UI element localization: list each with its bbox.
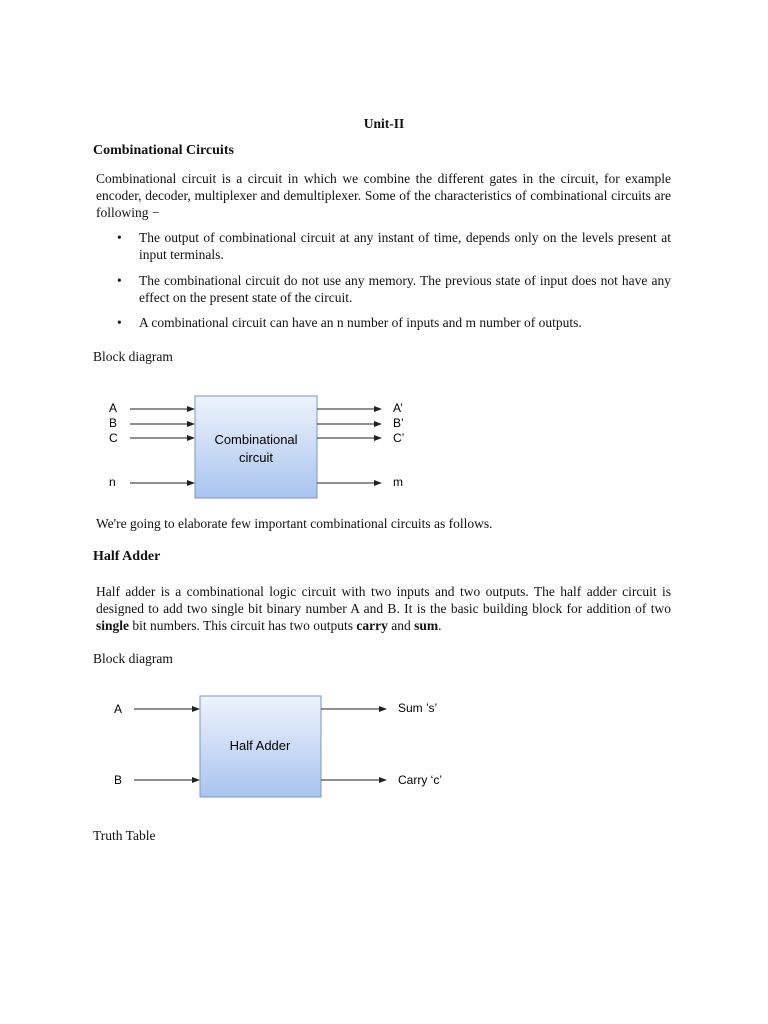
ha-input-label-a: A (114, 702, 123, 716)
para-bold-carry: carry (356, 618, 388, 633)
half-adder-paragraph (96, 583, 671, 634)
bullet-item-3: A combinational circuit can have an n number of inputs and m number of outputs. (139, 315, 582, 330)
output-label-a: A’ (393, 401, 403, 415)
para-text: bit numbers. This circuit has two outputs (129, 618, 357, 633)
bullet-dot: • (117, 230, 122, 245)
combinational-block-diagram (100, 390, 420, 505)
para-text: . (438, 618, 442, 633)
section-heading-half-adder: Half Adder (93, 549, 161, 564)
followup-text: We're going to elaborate few important combinational circuits as follows. (96, 516, 493, 531)
output-label-m: m (393, 475, 403, 489)
bullet-item-2: The combinational circuit do not use any memory. The previous state of input does not have any effect on the present state of the circuit. (139, 273, 671, 305)
bullet-dot: • (117, 273, 122, 288)
output-label-b: B’ (393, 416, 404, 430)
input-label-c: C (109, 431, 118, 445)
half-adder-block-diagram (100, 688, 470, 803)
truth-table-label: Truth Table (93, 828, 156, 843)
para-text: Half adder is a combinational logic circuit with two inputs and two outputs. The half adder circuit is designed to add two single bit binary number A and B. It is the basic building block for addition of two (96, 584, 671, 616)
block-diagram-label: Block diagram (93, 349, 173, 364)
bullet-item-1: The output of combinational circuit at any instant of time, depends only on the levels present at input terminals. (139, 230, 671, 262)
para-bold-single: single (96, 618, 130, 633)
ha-output-label-carry: Carry ‘c’ (398, 773, 442, 787)
para-bold-sum: sum (414, 618, 439, 633)
box-label-line2: circuit (239, 450, 273, 465)
section-heading-combinational: Combinational Circuits (93, 143, 234, 158)
input-label-b: B (109, 416, 118, 430)
bullet-dot: • (117, 315, 122, 330)
half-adder-box-label: Half Adder (229, 738, 291, 753)
box-label-line1: Combinational (214, 432, 298, 447)
ha-input-label-b: B (114, 773, 123, 787)
input-label-n: n (109, 475, 116, 489)
output-label-c: C’ (393, 431, 405, 445)
block-diagram-label-2: Block diagram (93, 651, 173, 666)
para-text: and (387, 618, 415, 633)
combinational-circuit-box (195, 396, 317, 498)
unit-title: Unit-II (363, 116, 405, 131)
intro-paragraph: Combinational circuit is a circuit in which we combine the different gates in the circuit, for example encoder, decoder, multiplexer and demultiplexer. Some of the characteristics of combinational circuits are following − (96, 171, 671, 220)
ha-output-label-sum: Sum ’s’ (398, 701, 438, 715)
input-label-a: A (109, 401, 118, 415)
